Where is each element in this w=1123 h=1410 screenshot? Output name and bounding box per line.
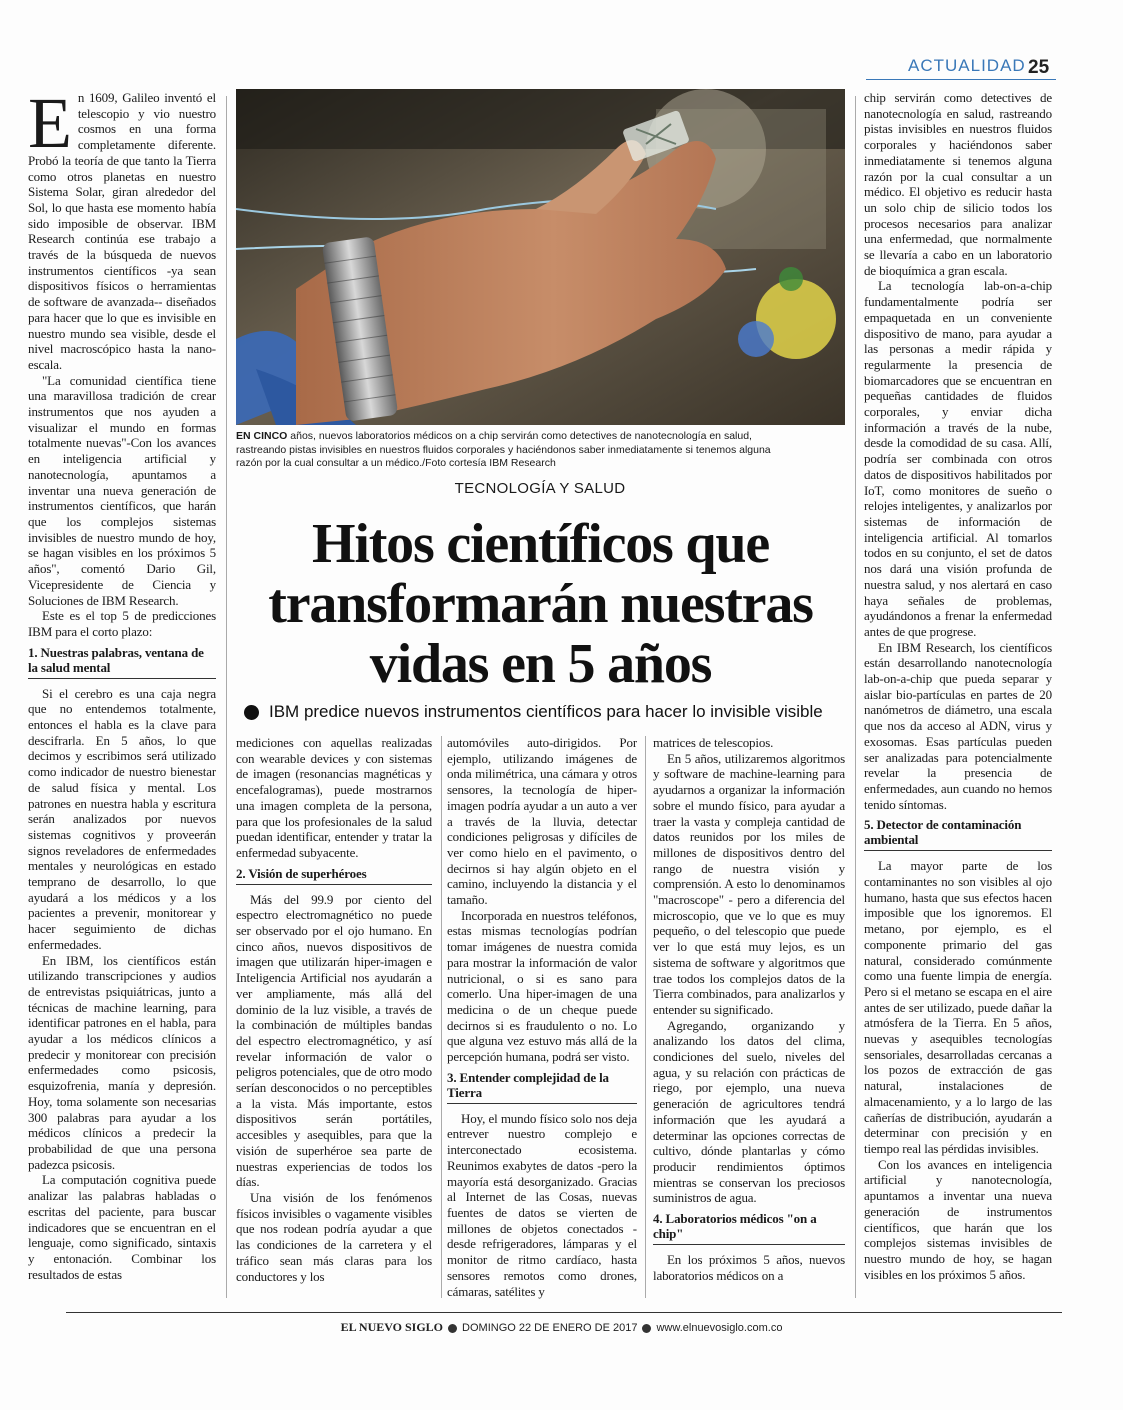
paragraph: mediciones con aquellas realizadas con wearable devices y con sistemas de imagen (resonancias magnéticas y encefalogramas), puede mostrarnos una imagen completa de la persona, para que los profesionales de la salud puedan identificar, entender y tratar la enfermedad subyacente. bbox=[236, 735, 432, 860]
paragraph: La mayor parte de los contaminantes no son visibles al ojo humano, hasta que sus efectos hacen imposible que los ignoremos. El metano, por ejemplo, es el componente primario del gas natural, considerado comúnmente como una fuente limpia de energía. Pero si el metano se escapa en el aire antes de ser utilizado, puede dañar la atmósfera de la Tierra. En 5 años, nuevas y asequibles tecnologías sensoriales, desarrolladas cercanas a los pozos de extracción de gas natural, instalaciones de almacenamiento, y a lo largo de las cañerías de distribución, ayudarán a determinar con precisión y en tiempo real las pérdidas invisibles. bbox=[864, 858, 1052, 1156]
footer-rule bbox=[66, 1312, 1062, 1313]
paragraph: En los próximos 5 años, nuevos laboratorios médicos on a bbox=[653, 1252, 845, 1283]
column-rule-4 bbox=[645, 736, 646, 1298]
paragraph: En IBM Research, los científicos están desarrollando nanotecnología lab-on-a-chip que pueda separar y aislar bio-partículas en partes de 20 nanómetros de diámetro, una escala que nos da acceso al ADN, virus y exosomas. Esas partículas pueden ser analizadas para potencialmente revelar la presencia de enfermedades, aun cuando no hemos tenido síntomas. bbox=[864, 639, 1052, 812]
hand-chip-photo-icon bbox=[236, 89, 845, 425]
paragraph: La computación cognitiva puede analizar las palabras habladas o escritas del paciente, para buscar indicadores que se encuentran en el lenguaje, como significado, sintaxis y entonación. Combinar los resultados de estas bbox=[28, 1172, 216, 1282]
deck bbox=[244, 702, 844, 722]
subhead-2: 2. Visión de superhéroes bbox=[236, 866, 432, 885]
paragraph: Con los avances en inteligencia artificial y nanotecnología, apuntamos a inventar una nueva generación de instrumentos científicos, que harán que los complejos sistemas invisibles de nuestro mundo de hoy, se hagan visibles en los próximos 5 años. bbox=[864, 1156, 1052, 1282]
subhead-5: 5. Detector de contaminación ambiental bbox=[864, 817, 1052, 851]
caption-text: años, nuevos laboratorios médicos on a chip servirán como detectives de nanotecnología en salud, rastreando pistas invisibles en nuestros fluidos corporales y haciéndonos saber inmediatamente si tenemos alguna razón por la cual consultar a un médico./Foto cortesía IBM Research bbox=[236, 430, 771, 469]
column-1 bbox=[28, 90, 216, 1302]
paragraph: automóviles auto-dirigidos. Por ejemplo, utilizando imágenes de onda milimétrica, una cámara y otros sensores, la tecnología de hiper-imagen podría ayudar a un auto a ver a través de la lluvia, detectar condiciones peligrosas y difíciles de ver como hielo en el pavimento, o decirnos si hay algún objeto en el camino, incluyendo la distancia y el tamaño. bbox=[447, 735, 637, 908]
paragraph: Hoy, el mundo físico solo nos deja entrever nuestro complejo e interconectado ecosistema. Reunimos exabytes de datos -pero la mayoría está desorganizado. Gracias al Internet de las Cosas, nuevas fuentes de datos se vierten de millones de objetos conectados - desde refrigeradores, lámparas y el monitor de ritmo cardíaco, hasta sensores remotos como drones, cámaras, satélites y bbox=[447, 1110, 637, 1299]
headline-line-3: vidas en 5 años bbox=[369, 633, 712, 695]
column-3 bbox=[447, 735, 637, 1302]
subhead-1: 1. Nuestras palabras, ventana de la salud mental bbox=[28, 645, 216, 679]
section-label: ACTUALIDAD bbox=[908, 56, 1026, 75]
column-4 bbox=[653, 735, 845, 1302]
paragraph: La tecnología lab-on-a-chip fundamentalmente podría ser empaquetada en un conveniente dispositivo de mano, para ayudar a las personas a medir rápida y regularmente la presencia de biomarcadores que se encuentran en pequeñas cantidades de fluidos corporales, y enviar dicha información a través de la nube, desde la comodidad de su casa. Allí, podría ser combinada con otros datos de dispositivos habilitados por IoT, como monitores de sueño o relojes inteligentes, y analizarlos por sistemas de información de inteligencia artificial. Al tomarlos todos en su conjunto, el set de datos nos dará una visión profunda de nuestra salud, y nos alertará en caso haya señales de problemas, ayudándonos a frenar la enfermedad antes de que progrese. bbox=[864, 278, 1052, 639]
paragraph: En IBM, los científicos están utilizando transcripciones y audios de entrevistas psiquiátricas, junto a técnicas de machine learning, para identificar patrones en el habla, para ayudar a los médicos clínicos a predecir y monitorear con precisión enfermedades como psicosis, esquizofrenia, manía y depresión. Hoy, toma solamente son necesarias 300 palabras para ayudar a los médicos clínicos a predecir la probabilidad de que una persona padezca psicosis. bbox=[28, 952, 216, 1172]
caption-lead: EN CINCO bbox=[236, 430, 288, 442]
column-rule-1 bbox=[226, 96, 227, 1298]
photo-caption bbox=[236, 430, 791, 471]
paragraph: Agregando, organizando y analizando los datos del clima, condiciones del suelo, niveles del agua, y su relación con prácticas de riego, por ejemplo, una nueva generación de agricultores tendrá información que les ayudará a determinar las opciones correctas de cultivo, dónde plantarlas y cómo producir rendimientos óptimos mientras se conservan los preciosos suministros de agua. bbox=[653, 1017, 845, 1206]
paragraph: Más del 99.9 por ciento del espectro electromagnético no puede ser observado por el ojo humano. En cinco años, nuevos dispositivos de imagen que utilizarán hiper-imagen e Inteligencia Artificial nos ayudarán a ver ampliamente, más allá del dominio de la luz visible, a través de la combinación de múltiples bandas del espectro electromagnético, y así revelar información de valor o peligros potenciales, que de otro modo serían desconocidos o no perceptibles a la vista. Más importante, estos dispositivos serán portátiles, accesibles y asequibles, para que la visión de superhéroe sea parte de nuestras experiencias de todos los días. bbox=[236, 891, 432, 1190]
headline bbox=[236, 514, 845, 694]
paragraph: En 5 años, utilizaremos algoritmos y software de machine-learning para ayudarnos a organizar la información sobre el mundo físico, para ayudar a traer la vasta y compleja cantidad de datos reunidos por los miles de millones de dispositivos dentro del rango de nuestra visión y comprensión. A esto lo denominamos "macroscope" - pero a diferencia del microscopio, que ve lo que es muy pequeño, o del telescopio que puede ver lo que está muy lejos, es un sistema de software y algoritmos que trae todos los complejos datos de la Tierra combinados, para analizarlos y entender su significado. bbox=[653, 750, 845, 1017]
headline-line-2: transformarán nuestras bbox=[268, 573, 813, 635]
subhead-3: 3. Entender complejidad de la Tierra bbox=[447, 1070, 637, 1104]
bullet-icon bbox=[244, 705, 259, 720]
paragraph: matrices de telescopios. bbox=[653, 735, 774, 750]
paragraph: Incorporada en nuestros teléfonos, estas mismas tecnologías podrían tomar imágenes de nuestra comida para mostrar la información de valor nutricional, o si es sano para comerlo. Una hiper-imagen de una medicina o de un cheque puede decirnos si es fraudulento o no. Lo que alguna vez estuvo más allá de la percepción humana, podrá ser visto. bbox=[447, 907, 637, 1065]
paragraph: Este es el top 5 de predicciones IBM para el corto plazo: bbox=[28, 608, 216, 639]
paragraph: chip servirán como detectives de nanotecnología en salud, rastreando pistas invisibles en nuestros fluidos corporales y haciéndonos saber inmediatamente si tenemos alguna razón por la cual consultar a un médico. El objetivo es reducir hasta un solo chip de silicio todos los procesos necesarios para analizar una enfermedad, que normalmente se llevaría a cabo en un laboratorio de bioquímica a gran escala. bbox=[864, 90, 1052, 278]
column-2 bbox=[236, 735, 432, 1302]
page-number: 25 bbox=[1028, 57, 1050, 78]
kicker: TECNOLOGÍA Y SALUD bbox=[454, 480, 626, 497]
deck-text: IBM predice nuevos instrumentos científicos para hacer lo invisible visible bbox=[269, 702, 823, 721]
paragraph: "La comunidad científica tiene una maravillosa tradición de crear instrumentos que nos ayuden a visualizar el mundo en formas totalmente nuevas"-Con los avances en inteligencia artificial y nanotecnología, apuntamos a inventar una nueva generación de instrumentos científicos, que harán que los complejos sistemas invisibles de nuestro mundo de hoy, se hagan visibles en los próximos 5 años", comentó Dario Gil, Vicepresidente de Ciencia y Soluciones de IBM Research. bbox=[28, 372, 216, 608]
footer bbox=[0, 1320, 1123, 1335]
column-5 bbox=[864, 90, 1052, 1302]
intro-paragraph: n 1609, Galileo inventó el telescopio y vio nuestro cosmos en una forma completamente diferente. Probó la teoría de que tanto la Tierra como otros planetas en nuestro Sistema Solar, giran alrededor del Sol, lo que hasta ese momento había sido imposible de observar. IBM Research continúa ese trabajo a través de la búsqueda de nuevos instrumentos científicos -ya sean dispositivos físicos o herramientas de software de avanzada-- diseñados para hacer que lo que es invisible en nuestro mundo sea visible, desde el nivel macroscópico hasta la nano-escala. bbox=[28, 90, 216, 372]
dot-icon bbox=[448, 1324, 457, 1333]
column-rule-2 bbox=[855, 96, 856, 1298]
footer-url: www.elnuevosiglo.com.co bbox=[656, 1322, 783, 1334]
footer-date: DOMINGO 22 DE ENERO DE 2017 bbox=[462, 1322, 638, 1334]
dot-icon bbox=[642, 1324, 651, 1333]
article-photo bbox=[236, 89, 845, 425]
subhead-4: 4. Laboratorios médicos "on a chip" bbox=[653, 1211, 845, 1245]
footer-paper: EL NUEVO SIGLO bbox=[340, 1320, 444, 1334]
headline-line-1: Hitos científicos que bbox=[312, 513, 769, 575]
header-rule bbox=[866, 79, 1056, 80]
paragraph: Si el cerebro es una caja negra que no entendemos totalmente, entonces el habla es la clave para descifrarla. En 5 años, lo que decimos y escribimos será utilizado como indicador de nuestro bienestar de salud física y mental. Los patrones en nuestra habla y escritura serán analizados por nuevos sistemas cognitivos y proveerán signos reveladores de enfermedades mentales y neurológicas en estado temprano de desarrollo, lo que ayudará a los médicos y a los pacientes a prevenir, monitorear y hacer seguimiento de dichas enfermedades. bbox=[28, 685, 216, 952]
paragraph: Una visión de los fenómenos físicos invisibles o vagamente visibles que nos rodean podría ayudar a que las condiciones de la carretera y el tráfico sean más claras para los conductores y los bbox=[236, 1189, 432, 1284]
column-rule-3 bbox=[441, 736, 442, 1298]
drop-cap: E bbox=[28, 90, 72, 163]
